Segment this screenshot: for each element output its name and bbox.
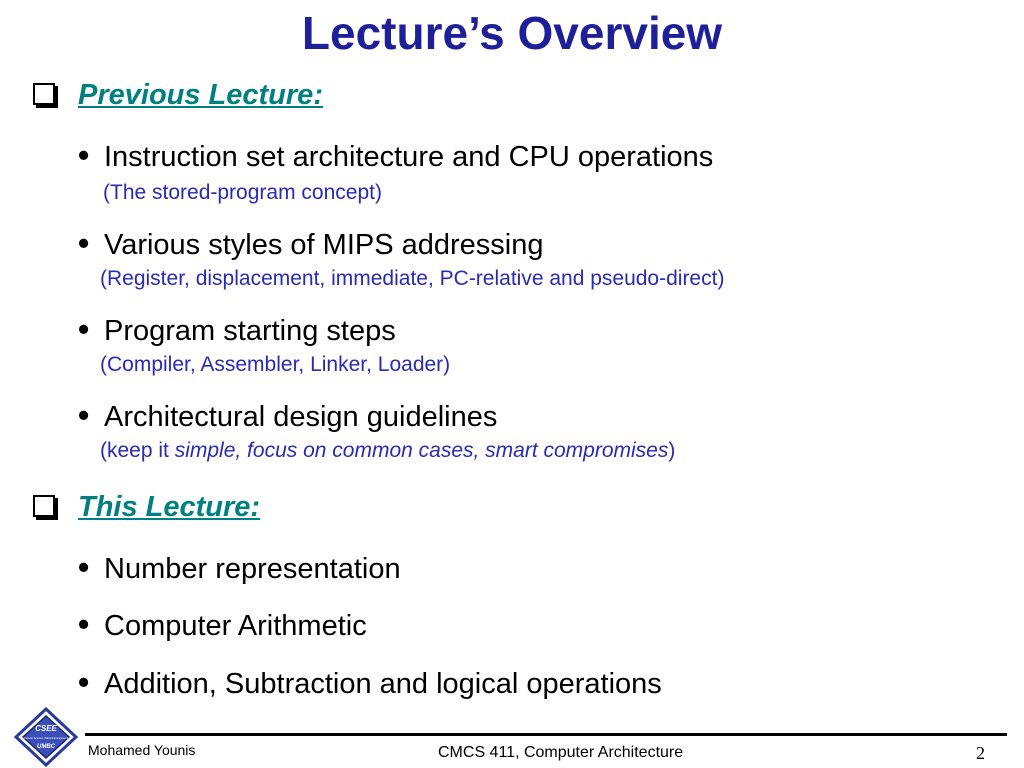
bullet-text: Various styles of MIPS addressing (104, 229, 544, 261)
bullet-note: (The stored-program concept) (103, 181, 382, 204)
bullet-note: (Register, displacement, immediate, PC-relative and pseudo-direct) (100, 267, 725, 290)
bullet-text: Architectural design guidelines (104, 401, 498, 433)
section-label-previous: Previous Lecture: (78, 78, 323, 111)
bullet-item (78, 606, 367, 644)
bullet-text: Program starting steps (104, 315, 396, 347)
section-label-this: This Lecture: (78, 490, 261, 523)
bullet-text: Computer Arithmetic (104, 610, 367, 642)
bullet-item (78, 225, 544, 263)
checkbox-bullet-icon (30, 80, 68, 110)
logo-text-csee: CSEE (35, 724, 57, 733)
note-suffix: ) (668, 439, 676, 462)
bullet-text: Addition, Subtraction and logical operations (104, 668, 662, 700)
footer-course: CMCS 411, Computer Architecture (438, 744, 684, 761)
bullet-dot-icon: • (78, 225, 90, 261)
checkbox-bullet-icon (30, 492, 68, 522)
footer-page-number: 2 (976, 743, 985, 763)
bullet-dot-icon: • (78, 664, 90, 700)
logo-text-umbc: UMBC (37, 744, 55, 750)
bullet-note: (Compiler, Assembler, Linker, Loader) (100, 353, 451, 376)
bullet-item (78, 397, 497, 435)
bullet-item (78, 137, 713, 175)
slide-title: Lecture’s Overview (301, 7, 723, 59)
bullet-item (78, 549, 401, 587)
note-italic: simple, focus on common cases, smart compromises (174, 439, 669, 462)
bullet-text: Instruction set architecture and CPU operations (104, 141, 714, 173)
csee-umbc-logo (13, 707, 79, 767)
note-prefix: (keep it (100, 439, 175, 462)
section-previous-lecture (30, 75, 323, 115)
bullet-note (100, 438, 675, 464)
bullet-dot-icon: • (78, 397, 90, 433)
bullet-item (78, 664, 662, 702)
footer-author: Mohamed Younis (88, 742, 196, 758)
bullet-dot-icon: • (78, 137, 90, 173)
bullet-item (78, 311, 396, 349)
footer-divider (85, 733, 1007, 736)
bullet-dot-icon: • (78, 311, 90, 347)
logo-text-department: Computer Science / Electrical Engineering (21, 737, 71, 740)
bullet-dot-icon: • (78, 549, 90, 585)
section-this-lecture (30, 487, 260, 527)
bullet-text: Number representation (104, 553, 401, 585)
bullet-dot-icon: • (78, 606, 90, 642)
